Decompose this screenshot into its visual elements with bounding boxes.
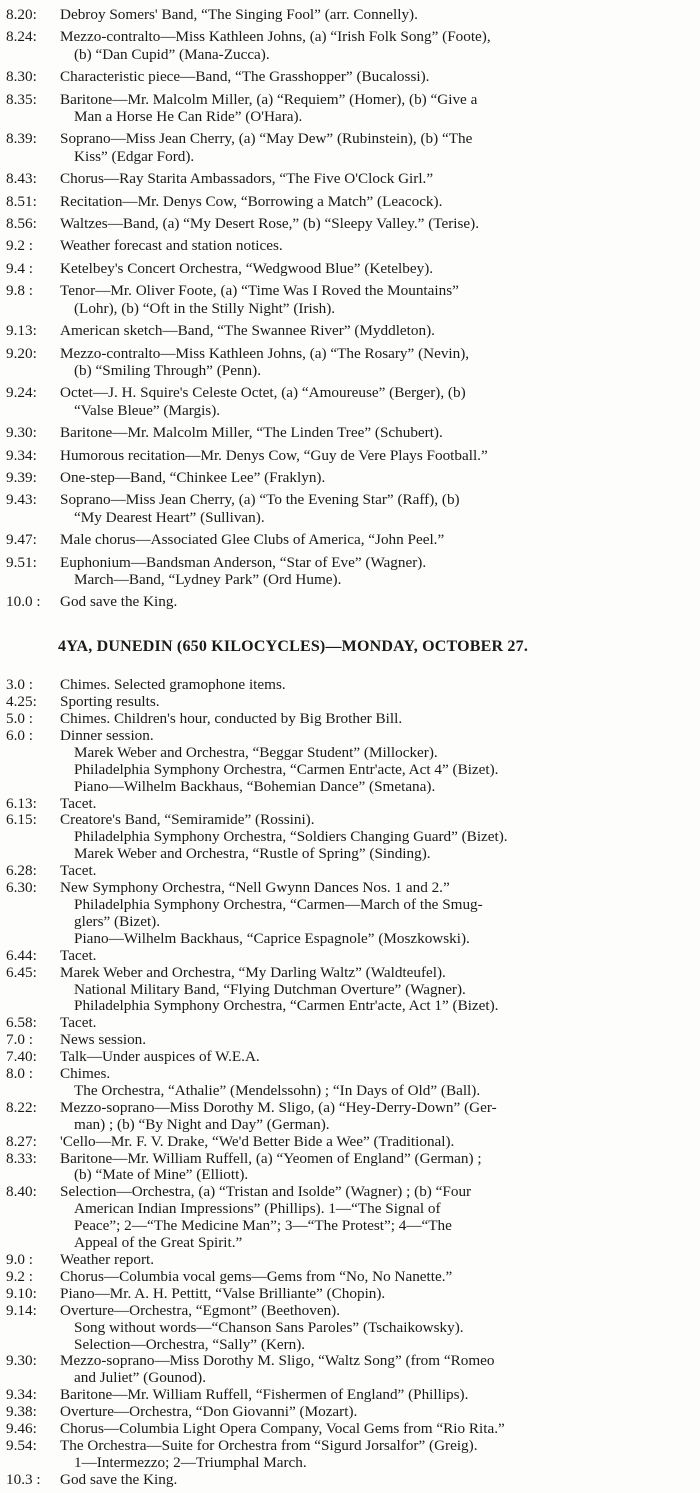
item-text: Weather forecast and station notices. [60, 237, 283, 255]
item-text: Weather report. [60, 1251, 155, 1268]
item-continuation: Piano—Wilhelm Backhaus, “Caprice Espagnole” (Moszkowski). [74, 929, 470, 947]
item-text: News session. [60, 1031, 147, 1049]
item-continuation: The Orchestra, “Athalie” (Mendelssohn) ; “In Days of Old” (Ball). [74, 1081, 481, 1099]
item-text: Piano—Mr. A. H. Pettitt, “Valse Brilliante” (Chopin). [60, 1284, 386, 1302]
item-continuation: Philadelphia Symphony Orchestra, “Carmen Entr'acte, Act 4” (Bizet). [74, 760, 499, 778]
item-text: Euphonium—Bandsman Anderson, “Star of Eve” (Wagner). [60, 553, 427, 571]
item-time: 5.0 : [6, 710, 34, 727]
item-time: 8.56: [6, 215, 37, 233]
item-continuation: (b) “Dan Cupid” (Mana-Zucca). [74, 45, 270, 63]
item-continuation: National Military Band, “Flying Dutchman Overture” (Wagner). [74, 980, 466, 998]
item-text: Chimes. [60, 1065, 111, 1083]
item-time: 9.2 : [6, 237, 34, 255]
item-time: 7.40: [6, 1048, 37, 1066]
item-continuation: (b) “Smiling Through” (Penn). [74, 361, 262, 379]
item-time: 6.13: [6, 794, 37, 812]
item-time: 9.14: [6, 1301, 37, 1319]
programme-item [0, 1066, 700, 1083]
item-text: Dinner session. [60, 726, 154, 744]
item-text: Male chorus—Associated Glee Clubs of America, “John Peel.” [60, 531, 445, 549]
item-continuation: March—Band, “Lydney Park” (Ord Hume). [74, 570, 342, 588]
item-text: Mezzo-contralto—Miss Kathleen Johns, (a) “Irish Folk Song” (Foote), [60, 28, 491, 46]
item-continuation: Marek Weber and Orchestra, “Rustle of Spring” (Sinding). [74, 845, 431, 863]
item-text: Baritone—Mr. William Ruffell, “Fishermen of England” (Phillips). [60, 1386, 469, 1404]
programme-item [0, 554, 700, 571]
programme-item [0, 28, 700, 45]
item-continuation: Peace”; 2—“The Medicine Man”; 3—“The Protest”; 4—“The [74, 1217, 452, 1235]
item-continuation: Philadelphia Symphony Orchestra, “Soldiers Changing Guard” (Bizet). [74, 828, 508, 846]
programme-list-evening [0, 6, 700, 616]
item-time: 8.30: [6, 68, 37, 86]
item-time: 9.54: [6, 1436, 37, 1454]
item-text: The Orchestra—Suite for Orchestra from “Sigurd Jorsalfor” (Greig). [60, 1436, 478, 1454]
item-time: 6.58: [6, 1014, 37, 1032]
item-text: Recitation—Mr. Denys Cow, “Borrowing a Match” (Leacock). [60, 192, 443, 210]
item-text: Talk—Under auspices of W.E.A. [60, 1048, 260, 1066]
item-text: Mezzo-soprano—Miss Dorothy M. Sligo, “Waltz Song” (from “Romeo [60, 1352, 495, 1370]
programme-item [0, 965, 700, 982]
item-text: Baritone—Mr. Malcolm Miller, (a) “Requiem” (Homer), (b) “Give a [60, 90, 478, 108]
programme-item [0, 694, 700, 711]
item-time: 9.47: [6, 531, 37, 549]
item-time: 10.0 : [6, 593, 41, 611]
item-time: 9.10: [6, 1284, 37, 1302]
item-time: 9.20: [6, 344, 37, 362]
item-time: 9.4 : [6, 259, 34, 277]
item-text: Mezzo-soprano—Miss Dorothy M. Sligo, (a) “Hey-Derry-Down” (Ger- [60, 1098, 497, 1116]
programme-item [0, 1100, 700, 1117]
item-continuation: Marek Weber and Orchestra, “Beggar Student” (Millocker). [74, 743, 438, 761]
item-time: 6.28: [6, 862, 37, 880]
item-text: Soprano—Miss Jean Cherry, (a) “May Dew” (Rubinstein), (b) “The [60, 130, 473, 148]
programme-item [0, 796, 700, 813]
item-text: Tenor—Mr. Oliver Foote, (a) “Time Was I Roved the Mountains” [60, 282, 459, 300]
programme-item [0, 91, 700, 108]
programme-item [0, 1421, 700, 1438]
programme-item [0, 193, 700, 210]
programme-item [0, 1438, 700, 1455]
item-text: Creatore's Band, “Semiramide” (Rossini). [60, 811, 315, 829]
item-time: 3.0 : [6, 676, 34, 694]
item-continuation: (Lohr), (b) “Oft in the Stilly Night” (Irish). [74, 299, 336, 317]
item-continuation: (b) “Mate of Mine” (Elliott). [74, 1166, 249, 1184]
item-time: 8.35: [6, 90, 37, 108]
item-text: Chimes. Selected gramophone items. [60, 676, 286, 694]
item-time: 8.51: [6, 192, 37, 210]
item-time: 6.30: [6, 879, 37, 897]
item-text: Baritone—Mr. Malcolm Miller, “The Linden Tree” (Schubert). [60, 424, 443, 442]
programme-item [0, 593, 700, 610]
item-time: 7.0 : [6, 1031, 34, 1049]
item-time: 8.33: [6, 1149, 37, 1167]
item-time: 9.24: [6, 384, 37, 402]
item-continuation: “My Dearest Heart” (Sullivan). [74, 508, 265, 526]
programme-item [0, 1049, 700, 1066]
item-continuation: 1—Intermezzo; 2—Triumphal March. [74, 1453, 307, 1471]
item-text: Soprano—Miss Jean Cherry, (a) “To the Evening Star” (Raff), (b) [60, 491, 460, 509]
item-text: One-step—Band, “Chinkee Lee” (Fraklyn). [60, 468, 326, 486]
item-time: 9.30: [6, 424, 37, 442]
item-text: Characteristic piece—Band, “The Grasshopper” (Bucalossi). [60, 68, 430, 86]
item-time: 8.43: [6, 170, 37, 188]
item-text: Mezzo-contralto—Miss Kathleen Johns, (a) “The Rosary” (Nevin), [60, 344, 470, 362]
item-text: Baritone—Mr. William Ruffell, (a) “Yeomen of England” (German) ; [60, 1149, 482, 1167]
item-text: Tacet. [60, 862, 97, 880]
item-text: Marek Weber and Orchestra, “My Darling Waltz” (Waldteufel). [60, 963, 446, 981]
programme-item [0, 531, 700, 548]
programme-list-4ya [0, 677, 700, 1489]
programme-item [0, 345, 700, 362]
programme-item [0, 880, 700, 897]
item-time: 9.51: [6, 553, 37, 571]
item-time: 8.24: [6, 28, 37, 46]
item-continuation: American Indian Impressions” (Phillips). 1—“The Signal of [74, 1200, 441, 1218]
item-text: 'Cello—Mr. F. V. Drake, “We'd Better Bide a Wee” (Traditional). [60, 1132, 455, 1150]
programme-item [0, 491, 700, 508]
programme-item [0, 237, 700, 254]
programme-item [0, 1404, 700, 1421]
item-text: Selection—Orchestra, (a) “Tristan and Isolde” (Wagner) ; (b) “Four [60, 1183, 472, 1201]
programme-item [0, 812, 700, 829]
item-time: 9.8 : [6, 282, 34, 300]
item-text: Tacet. [60, 794, 97, 812]
programme-item [0, 68, 700, 85]
programme-item [0, 384, 700, 401]
programme-item [0, 1252, 700, 1269]
item-continuation: Kiss” (Edgar Ford). [74, 147, 195, 165]
item-text: Overture—Orchestra, “Don Giovanni” (Mozart). [60, 1403, 358, 1421]
item-text: Waltzes—Band, (a) “My Desert Rose,” (b) “Sleepy Valley.” (Terise). [60, 215, 480, 233]
programme-item [0, 469, 700, 486]
programme-item [0, 863, 700, 880]
item-time: 9.46: [6, 1420, 37, 1438]
item-time: 4.25: [6, 693, 37, 711]
programme-item [0, 1032, 700, 1049]
item-text: Humorous recitation—Mr. Denys Cow, “Guy de Vere Plays Football.” [60, 446, 488, 464]
item-time: 8.0 : [6, 1065, 34, 1083]
item-continuation: Piano—Wilhelm Backhaus, “Bohemian Dance” (Smetana). [74, 777, 436, 795]
programme-item [0, 170, 700, 187]
item-time: 10.3 : [6, 1470, 41, 1488]
programme-item [0, 424, 700, 441]
item-time: 9.13: [6, 322, 37, 340]
item-continuation: man) ; (b) “By Night and Day” (German). [74, 1115, 330, 1133]
programme-item [0, 1269, 700, 1286]
item-continuation: Philadelphia Symphony Orchestra, “Carmen—March of the Smug- [74, 895, 483, 913]
programme-item [0, 1134, 700, 1151]
item-continuation: Selection—Orchestra, “Sally” (Kern). [74, 1335, 306, 1353]
programme-item [0, 1286, 700, 1303]
item-time: 6.15: [6, 811, 37, 829]
programme-item [0, 1015, 700, 1032]
programme-item [0, 948, 700, 965]
item-time: 9.43: [6, 491, 37, 509]
programme-item [0, 1303, 700, 1320]
item-text: God save the King. [60, 1470, 178, 1488]
item-text: Chorus—Columbia Light Opera Company, Vocal Gems from “Rio Rita.” [60, 1420, 505, 1438]
item-continuation: Philadelphia Symphony Orchestra, “Carmen Entr'acte, Act 1” (Bizet). [74, 997, 499, 1015]
item-time: 9.0 : [6, 1251, 34, 1268]
item-time: 9.34: [6, 1386, 37, 1404]
programme-item [0, 6, 700, 23]
item-time: 8.40: [6, 1183, 37, 1201]
item-text: Ketelbey's Concert Orchestra, “Wedgwood Blue” (Ketelbey). [60, 259, 434, 277]
item-text: Debroy Somers' Band, “The Singing Fool” (arr. Connelly). [60, 6, 418, 23]
item-continuation: Appeal of the Great Spirit.” [74, 1234, 243, 1252]
station-heading: 4YA, DUNEDIN (650 KILOCYCLES)—MONDAY, OCTOBER 27. [58, 637, 529, 655]
item-time: 8.20: [6, 6, 37, 23]
programme-item [0, 447, 700, 464]
item-time: 9.30: [6, 1352, 37, 1370]
item-time: 6.45: [6, 963, 37, 981]
programme-item [0, 215, 700, 232]
item-time: 8.27: [6, 1132, 37, 1150]
programme-item [0, 130, 700, 147]
item-time: 9.39: [6, 468, 37, 486]
item-time: 9.2 : [6, 1267, 34, 1285]
programme-item [0, 728, 700, 745]
item-text: God save the King. [60, 593, 178, 611]
item-text: Octet—J. H. Squire's Celeste Octet, (a) “Amoureuse” (Berger), (b) [60, 384, 466, 402]
programme-item [0, 1184, 700, 1201]
item-text: American sketch—Band, “The Swannee River” (Myddleton). [60, 322, 435, 340]
item-text: Chorus—Columbia vocal gems—Gems from “No, No Nanette.” [60, 1267, 453, 1285]
item-text: Overture—Orchestra, “Egmont” (Beethoven). [60, 1301, 341, 1319]
programme-item [0, 322, 700, 339]
programme-item [0, 677, 700, 694]
item-text: Sporting results. [60, 693, 160, 711]
item-time: 6.0 : [6, 726, 34, 744]
programme-item [0, 1472, 700, 1489]
item-time: 9.38: [6, 1403, 37, 1421]
item-continuation: and Juliet” (Gounod). [74, 1369, 207, 1387]
item-time: 8.39: [6, 130, 37, 148]
item-text: Tacet. [60, 946, 97, 964]
item-text: Tacet. [60, 1014, 97, 1032]
item-text: Chorus—Ray Starita Ambassadors, “The Five O'Clock Girl.” [60, 170, 434, 188]
item-time: 6.44: [6, 946, 37, 964]
programme-item [0, 711, 700, 728]
item-continuation: “Valse Bleue” (Margis). [74, 401, 221, 419]
item-text: New Symphony Orchestra, “Nell Gwynn Dances Nos. 1 and 2.” [60, 879, 450, 897]
item-time: 9.34: [6, 446, 37, 464]
programme-item [0, 1353, 700, 1370]
item-text: Chimes. Children's hour, conducted by Big Brother Bill. [60, 710, 403, 727]
item-time: 8.22: [6, 1098, 37, 1116]
programme-item [0, 282, 700, 299]
programme-item [0, 260, 700, 277]
item-continuation: glers” (Bizet). [74, 912, 161, 930]
item-continuation: Song without words—“Chanson Sans Paroles” (Tschaikowsky). [74, 1318, 464, 1336]
programme-item [0, 1387, 700, 1404]
programme-item [0, 1151, 700, 1168]
item-continuation: Man a Horse He Can Ride” (O'Hara). [74, 108, 303, 126]
